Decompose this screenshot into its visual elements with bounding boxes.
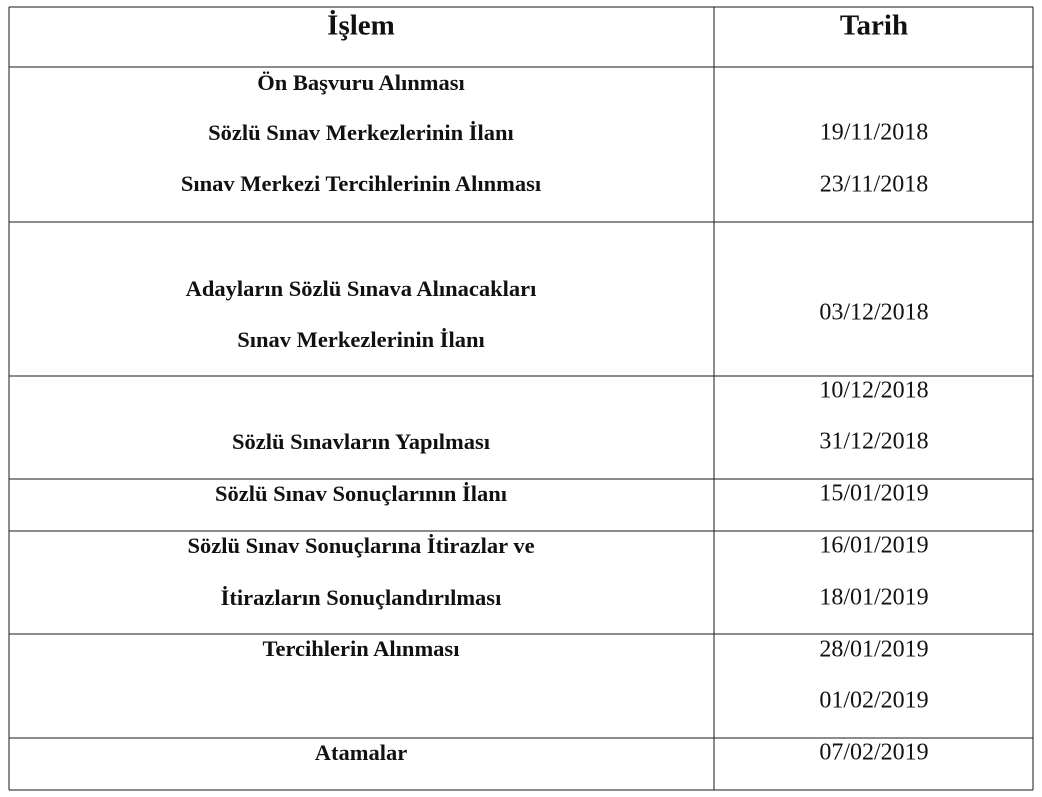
operation-line: Sözlü Sınavların Yapılması (232, 429, 490, 455)
table-row (186, 276, 929, 352)
date-value: 07/02/2019 (819, 739, 929, 766)
operation-line: Ön Başvuru Alınması (257, 70, 465, 96)
operation-line: İtirazların Sonuçlandırılması (220, 585, 502, 611)
operation-line: Tercihlerin Alınması (262, 636, 460, 662)
date-value: 10/12/2018 (819, 377, 929, 404)
operation-line: Sözlü Sınav Sonuçlarının İlanı (215, 481, 507, 507)
date-value: 15/01/2019 (819, 480, 929, 507)
operation-line: Sınav Merkezi Tercihlerinin Alınması (180, 171, 542, 197)
date-value: 31/12/2018 (819, 428, 929, 455)
operation-line: Sözlü Sınav Merkezlerinin İlanı (208, 120, 514, 146)
table-row (232, 378, 929, 455)
date-value: 19/11/2018 (819, 119, 929, 146)
date-value: 28/01/2019 (819, 636, 929, 663)
operation-line: Sözlü Sınav Sonuçlarına İtirazlar ve (187, 533, 535, 559)
table-row (215, 481, 929, 507)
table-row (181, 70, 928, 197)
header-date: Tarih (839, 9, 909, 42)
date-value: 03/12/2018 (819, 299, 929, 326)
table-row (263, 636, 929, 713)
header-operation: İşlem (327, 9, 395, 42)
date-value: 23/11/2018 (819, 171, 929, 198)
operation-line: Sınav Merkezlerinin İlanı (237, 327, 485, 353)
table-row (187, 533, 928, 611)
date-value: 18/01/2019 (819, 584, 929, 611)
table-row (315, 740, 929, 766)
operation-line: Atamalar (314, 740, 408, 766)
operation-line: Adayların Sözlü Sınava Alınacakları (185, 276, 537, 302)
date-value: 01/02/2019 (819, 687, 929, 714)
date-value: 16/01/2019 (819, 532, 929, 559)
